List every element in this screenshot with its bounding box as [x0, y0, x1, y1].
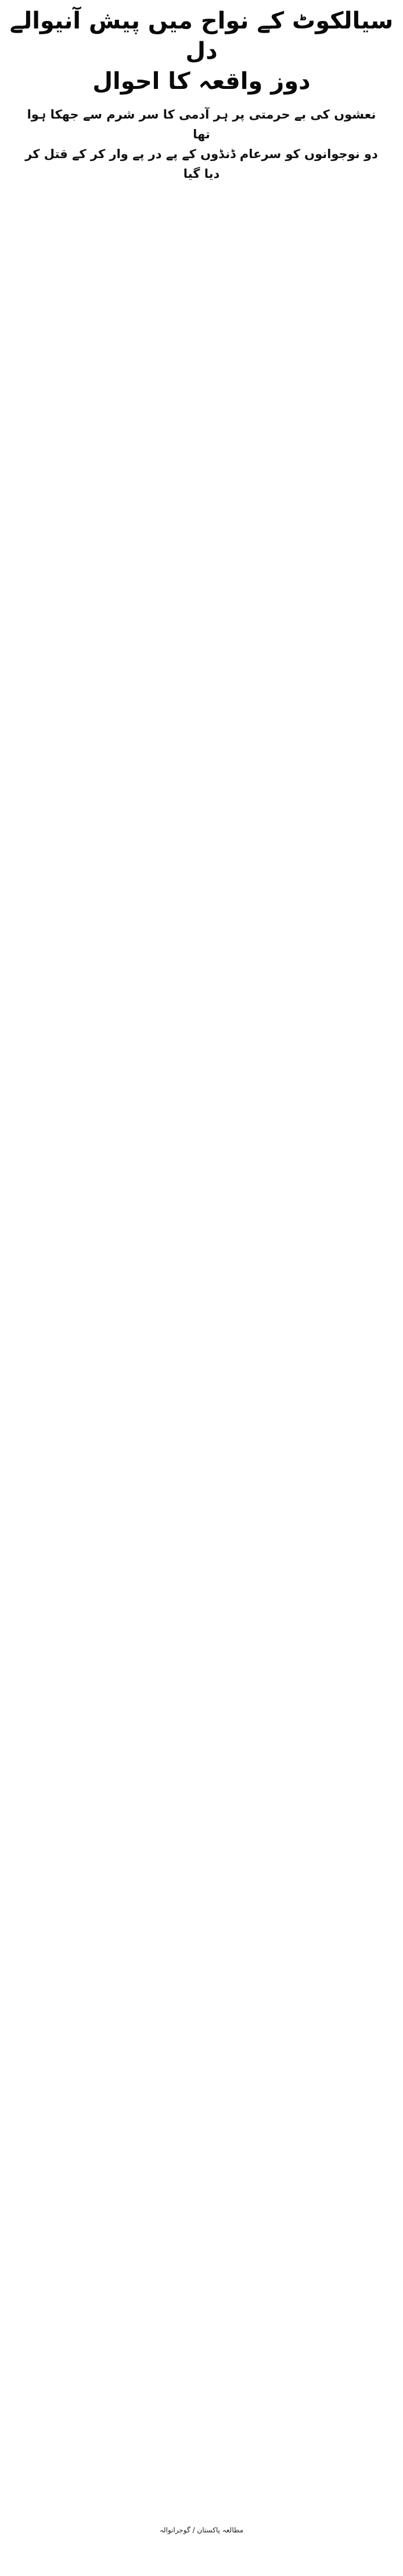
subheadline	[19, 105, 384, 184]
headline-line-1: سیالکوٹ کے نواح میں پیش آنیوالے دل	[9, 8, 394, 65]
headline	[7, 6, 396, 96]
article-body	[7, 193, 396, 2576]
subheadline-line-2: دو نوجوانوں کو سرعام ڈنڈوں کے پے در پے وار کر کے قتل کر دیا گیا	[25, 147, 378, 181]
headline-line-2: دوز واقعہ کا احوال	[92, 68, 311, 95]
byline: مطالعہ پاکستان / گوجرانوالہ	[159, 2526, 244, 2534]
subheadline-line-1: نعشوں کی بے حرمتی پر ہر آدمی کا سر شرم سے جھکا ہوا تھا	[27, 108, 376, 141]
